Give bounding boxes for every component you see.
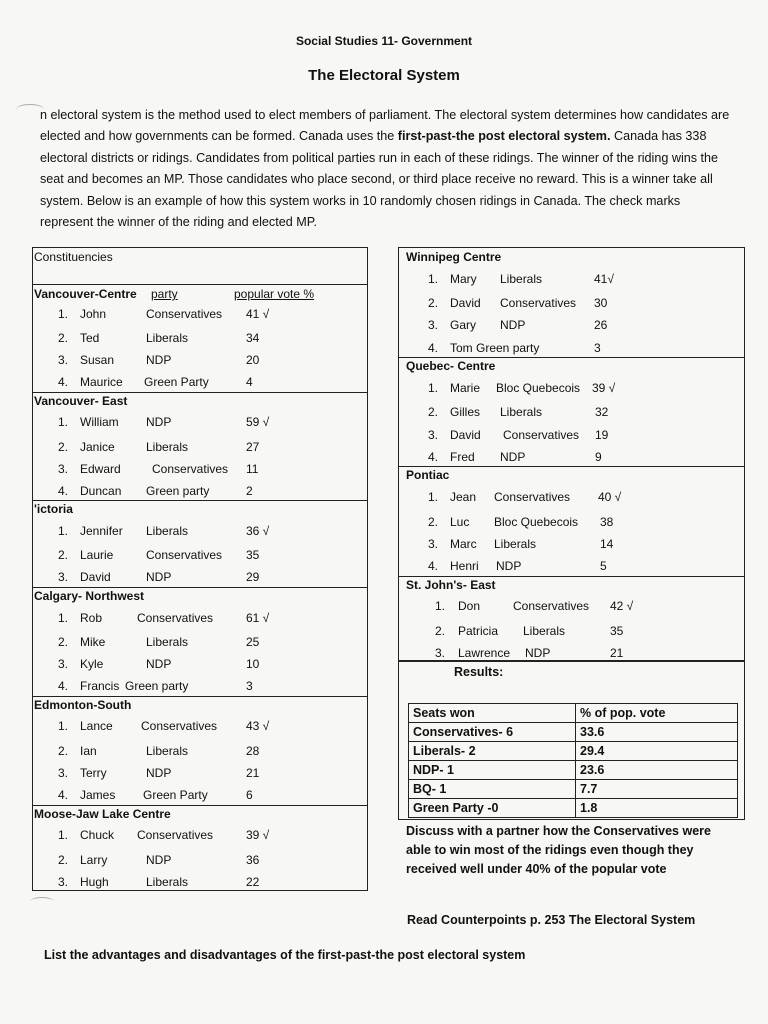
candidate-vote: 30 [594, 296, 608, 310]
candidate-vote: 26 [594, 318, 608, 332]
candidate-name: Ted [80, 331, 100, 345]
intro-text-2: Canada has 338 electoral districts or ridings. Candidates from political parties run in each of these ridings. The winner of the riding wins the seat and becomes an MP. Those candidates who place second, or third place receive no reward. This is a winner take all system. Below is an example of how this system works in 10 randomly chosen ridings in Canada. The check marks represent the winner of the riding and elected MP. [40, 129, 719, 230]
seats-cell: Green Party -0 [409, 799, 576, 818]
candidate-name: Francis [80, 679, 120, 693]
candidate-number: 1. [58, 828, 69, 842]
candidate-party: Liberals [494, 537, 537, 551]
candidate-name: David [450, 428, 481, 442]
candidate-vote: 42 √ [610, 599, 634, 613]
candidate-number: 2. [58, 635, 69, 649]
candidate-party: NDP [146, 570, 172, 584]
riding-name: 'ictoria [34, 502, 73, 516]
candidate-name: Kyle [80, 657, 104, 671]
candidate-party: Liberals [500, 272, 543, 286]
candidate-vote: 3 [246, 679, 253, 693]
candidate-name: Gilles [450, 405, 481, 419]
candidate-number: 1. [58, 307, 69, 321]
candidate-name: Lance [80, 719, 113, 733]
candidate-party: NDP [500, 318, 526, 332]
riding-name: Moose-Jaw Lake Centre [34, 807, 171, 821]
candidate-name: Tom Green party [450, 341, 540, 355]
results-row [409, 780, 738, 799]
candidate-name: Mary [450, 272, 477, 286]
candidate-vote: 39 √ [246, 828, 270, 842]
candidate-vote: 21 [246, 766, 260, 780]
riding-name: Winnipeg Centre [406, 250, 502, 264]
candidate-vote: 35 [610, 624, 624, 638]
candidate-vote: 3 [594, 341, 601, 355]
candidate-number: 3. [428, 318, 439, 332]
candidate-name: Patricia [458, 624, 499, 638]
candidate-number: 2. [428, 296, 439, 310]
candidate-vote: 19 [595, 428, 609, 442]
riding-divider [32, 392, 368, 393]
riding-divider [32, 805, 368, 806]
seats-won-header: Seats won [409, 704, 576, 723]
candidate-name: John [80, 307, 107, 321]
candidate-number: 2. [428, 405, 439, 419]
candidate-number: 2. [58, 440, 69, 454]
candidate-vote: 6 [246, 788, 253, 802]
candidate-vote: 20 [246, 353, 260, 367]
candidate-party: Liberals [146, 635, 189, 649]
candidate-party: Green party [146, 484, 210, 498]
candidate-number: 1. [58, 524, 69, 538]
candidate-name: Chuck [80, 828, 115, 842]
candidate-party: NDP [500, 450, 526, 464]
riding-name: Pontiac [406, 468, 450, 482]
candidate-number: 1. [58, 611, 69, 625]
candidate-vote: 29 [246, 570, 260, 584]
list-assignment: List the advantages and disadvantages of the first-past-the post electoral system [44, 948, 526, 962]
results-row [409, 799, 738, 818]
candidate-vote: 36 √ [246, 524, 270, 538]
candidate-number: 4. [58, 788, 69, 802]
candidate-vote: 35 [246, 548, 260, 562]
candidate-number: 3. [58, 766, 69, 780]
candidate-name: Luc [450, 515, 470, 529]
candidate-party: Green party [125, 679, 189, 693]
riding-name: Vancouver- East [34, 394, 128, 408]
candidate-party: Conservatives [146, 548, 223, 562]
candidate-name: Don [458, 599, 481, 613]
candidate-party: NDP [146, 415, 172, 429]
results-heading: Results: [454, 665, 504, 679]
intro-paragraph [40, 105, 730, 233]
candidate-vote: 43 √ [246, 719, 270, 733]
vote-column-header: popular vote % [234, 287, 315, 301]
candidate-party: Liberals [146, 524, 189, 538]
riding-name: Calgary- Northwest [34, 589, 145, 603]
constituencies-header: Constituencies [34, 250, 113, 264]
candidate-name: Fred [450, 450, 475, 464]
pct-cell: 7.7 [576, 780, 738, 799]
results-row [409, 761, 738, 780]
candidate-name: Janice [80, 440, 115, 454]
candidate-number: 3. [428, 537, 439, 551]
pct-cell: 23.6 [576, 761, 738, 780]
results-row [409, 742, 738, 761]
candidate-number: 2. [58, 331, 69, 345]
candidate-party: Conservatives [137, 611, 214, 625]
candidate-party: Conservatives [141, 719, 218, 733]
pct-cell: 29.4 [576, 742, 738, 761]
candidate-name: Terry [80, 766, 107, 780]
riding-name: Quebec- Centre [406, 359, 496, 373]
candidate-number: 1. [428, 490, 439, 504]
candidate-vote: 5 [600, 559, 607, 573]
discussion-prompt: Discuss with a partner how the Conservatives were able to win most of the ridings even though they received well under 40% of the popular vote [406, 824, 711, 876]
candidate-party: NDP [146, 766, 172, 780]
candidate-name: Marc [450, 537, 477, 551]
candidate-vote: 21 [610, 646, 624, 660]
candidate-vote: 28 [246, 744, 260, 758]
candidate-number: 1. [58, 719, 69, 733]
candidate-party: Green Party [144, 375, 209, 389]
candidate-party: Liberals [146, 440, 189, 454]
candidate-name: James [80, 788, 116, 802]
candidate-party: Conservatives [503, 428, 580, 442]
candidate-name: Mike [80, 635, 106, 649]
riding-name: St. John's- East [406, 578, 496, 592]
riding-divider [398, 466, 745, 467]
candidate-name: Hugh [80, 875, 109, 889]
candidate-party: NDP [146, 657, 172, 671]
candidate-number: 3. [58, 875, 69, 889]
candidate-vote: 61 √ [246, 611, 270, 625]
candidate-party: Liberals [500, 405, 543, 419]
candidate-vote: 9 [595, 450, 602, 464]
candidate-vote: 40 √ [598, 490, 622, 504]
table-divider [32, 284, 368, 285]
riding-divider [32, 587, 368, 588]
candidate-party: Liberals [146, 331, 189, 345]
candidate-party: Conservatives [513, 599, 590, 613]
candidate-party: NDP [525, 646, 551, 660]
seats-cell: BQ- 1 [409, 780, 576, 799]
candidate-party: Bloc Quebecois [494, 515, 579, 529]
candidate-vote: 14 [600, 537, 614, 551]
candidate-vote: 2 [246, 484, 253, 498]
candidate-number: 3. [58, 657, 69, 671]
candidate-party: NDP [146, 353, 172, 367]
candidate-name: Marie [450, 381, 481, 395]
results-row [409, 723, 738, 742]
candidate-party: NDP [496, 559, 522, 573]
candidate-party: Bloc Quebecois [496, 381, 581, 395]
candidate-vote: 41√ [594, 272, 614, 286]
seats-cell: Conservatives- 6 [409, 723, 576, 742]
candidate-name: Laurie [80, 548, 114, 562]
candidate-name: William [80, 415, 119, 429]
candidate-name: Ian [80, 744, 97, 758]
candidate-vote: 41 √ [246, 307, 270, 321]
candidate-name: David [450, 296, 481, 310]
candidate-number: 4. [58, 484, 69, 498]
riding-divider [398, 357, 745, 358]
candidate-name: Henri [450, 559, 479, 573]
candidate-party: Liberals [146, 744, 189, 758]
candidate-party: Liberals [146, 875, 189, 889]
candidate-name: Duncan [80, 484, 122, 498]
candidate-name: Jennifer [80, 524, 123, 538]
candidate-number: 4. [58, 375, 69, 389]
party-column-header: party [151, 287, 178, 301]
candidate-number: 2. [435, 624, 446, 638]
intro-bold-term: first-past-the post electoral system. [397, 129, 611, 144]
candidate-number: 4. [428, 450, 439, 464]
reading-assignment: Read Counterpoints p. 253 The Electoral System [407, 913, 696, 927]
candidate-vote: 38 [600, 515, 614, 529]
candidate-number: 2. [58, 853, 69, 867]
candidate-vote: 10 [246, 657, 260, 671]
candidate-number: 1. [435, 599, 446, 613]
candidate-number: 4. [428, 341, 439, 355]
riding-divider [32, 696, 368, 697]
candidate-number: 2. [428, 515, 439, 529]
riding-divider [32, 500, 368, 501]
riding-name: Edmonton-South [34, 698, 132, 712]
candidate-party: Liberals [523, 624, 566, 638]
candidate-vote: 39 √ [592, 381, 616, 395]
results-header-row [409, 704, 738, 723]
candidate-party: Conservatives [494, 490, 571, 504]
candidate-number: 1. [428, 381, 439, 395]
candidate-party: Green Party [143, 788, 208, 802]
seats-cell: NDP- 1 [409, 761, 576, 780]
candidate-number: 3. [58, 353, 69, 367]
page-title: The Electoral System [308, 67, 460, 84]
candidate-vote: 11 [246, 462, 259, 476]
candidate-vote: 36 [246, 853, 260, 867]
candidate-party: Conservatives [152, 462, 229, 476]
candidate-number: 4. [58, 679, 69, 693]
pct-cell: 1.8 [576, 799, 738, 818]
candidate-party: Conservatives [137, 828, 214, 842]
riding-name: Vancouver-Centre [34, 287, 137, 301]
candidate-number: 2. [58, 744, 69, 758]
candidate-party: NDP [146, 853, 172, 867]
course-title: Social Studies 11- Government [295, 34, 473, 48]
candidate-name: Rob [80, 611, 103, 625]
candidate-vote: 34 [246, 331, 260, 345]
results-table [408, 703, 738, 818]
scan-mark [30, 897, 54, 906]
candidate-name: David [80, 570, 111, 584]
candidate-name: Edward [80, 462, 121, 476]
candidate-vote: 22 [246, 875, 260, 889]
intro-text-1: n electoral system is the method used to elect members of parliament. The electoral system determines how candidates are elected and how governments can be formed. Canada uses the [40, 108, 730, 144]
candidate-vote: 4 [246, 375, 253, 389]
candidate-name: Susan [80, 353, 115, 367]
candidate-party: Conservatives [500, 296, 577, 310]
candidate-name: Maurice [80, 375, 123, 389]
pct-cell: 33.6 [576, 723, 738, 742]
candidate-vote: 27 [246, 440, 260, 454]
candidate-number: 3. [428, 428, 439, 442]
candidate-number: 3. [435, 646, 446, 660]
candidate-name: Larry [80, 853, 108, 867]
candidate-vote: 59 √ [246, 415, 270, 429]
riding-divider [398, 576, 745, 577]
candidate-number: 4. [428, 559, 439, 573]
candidate-name: Jean [450, 490, 477, 504]
candidate-party: Conservatives [146, 307, 223, 321]
candidate-name: Gary [450, 318, 477, 332]
candidate-number: 3. [58, 570, 69, 584]
candidate-name: Lawrence [458, 646, 511, 660]
pop-vote-header: % of pop. vote [576, 704, 738, 723]
candidate-number: 2. [58, 548, 69, 562]
candidate-number: 3. [58, 462, 69, 476]
candidate-vote: 25 [246, 635, 260, 649]
candidate-number: 1. [428, 272, 439, 286]
candidate-number: 1. [58, 415, 69, 429]
seats-cell: Liberals- 2 [409, 742, 576, 761]
candidate-vote: 32 [595, 405, 609, 419]
